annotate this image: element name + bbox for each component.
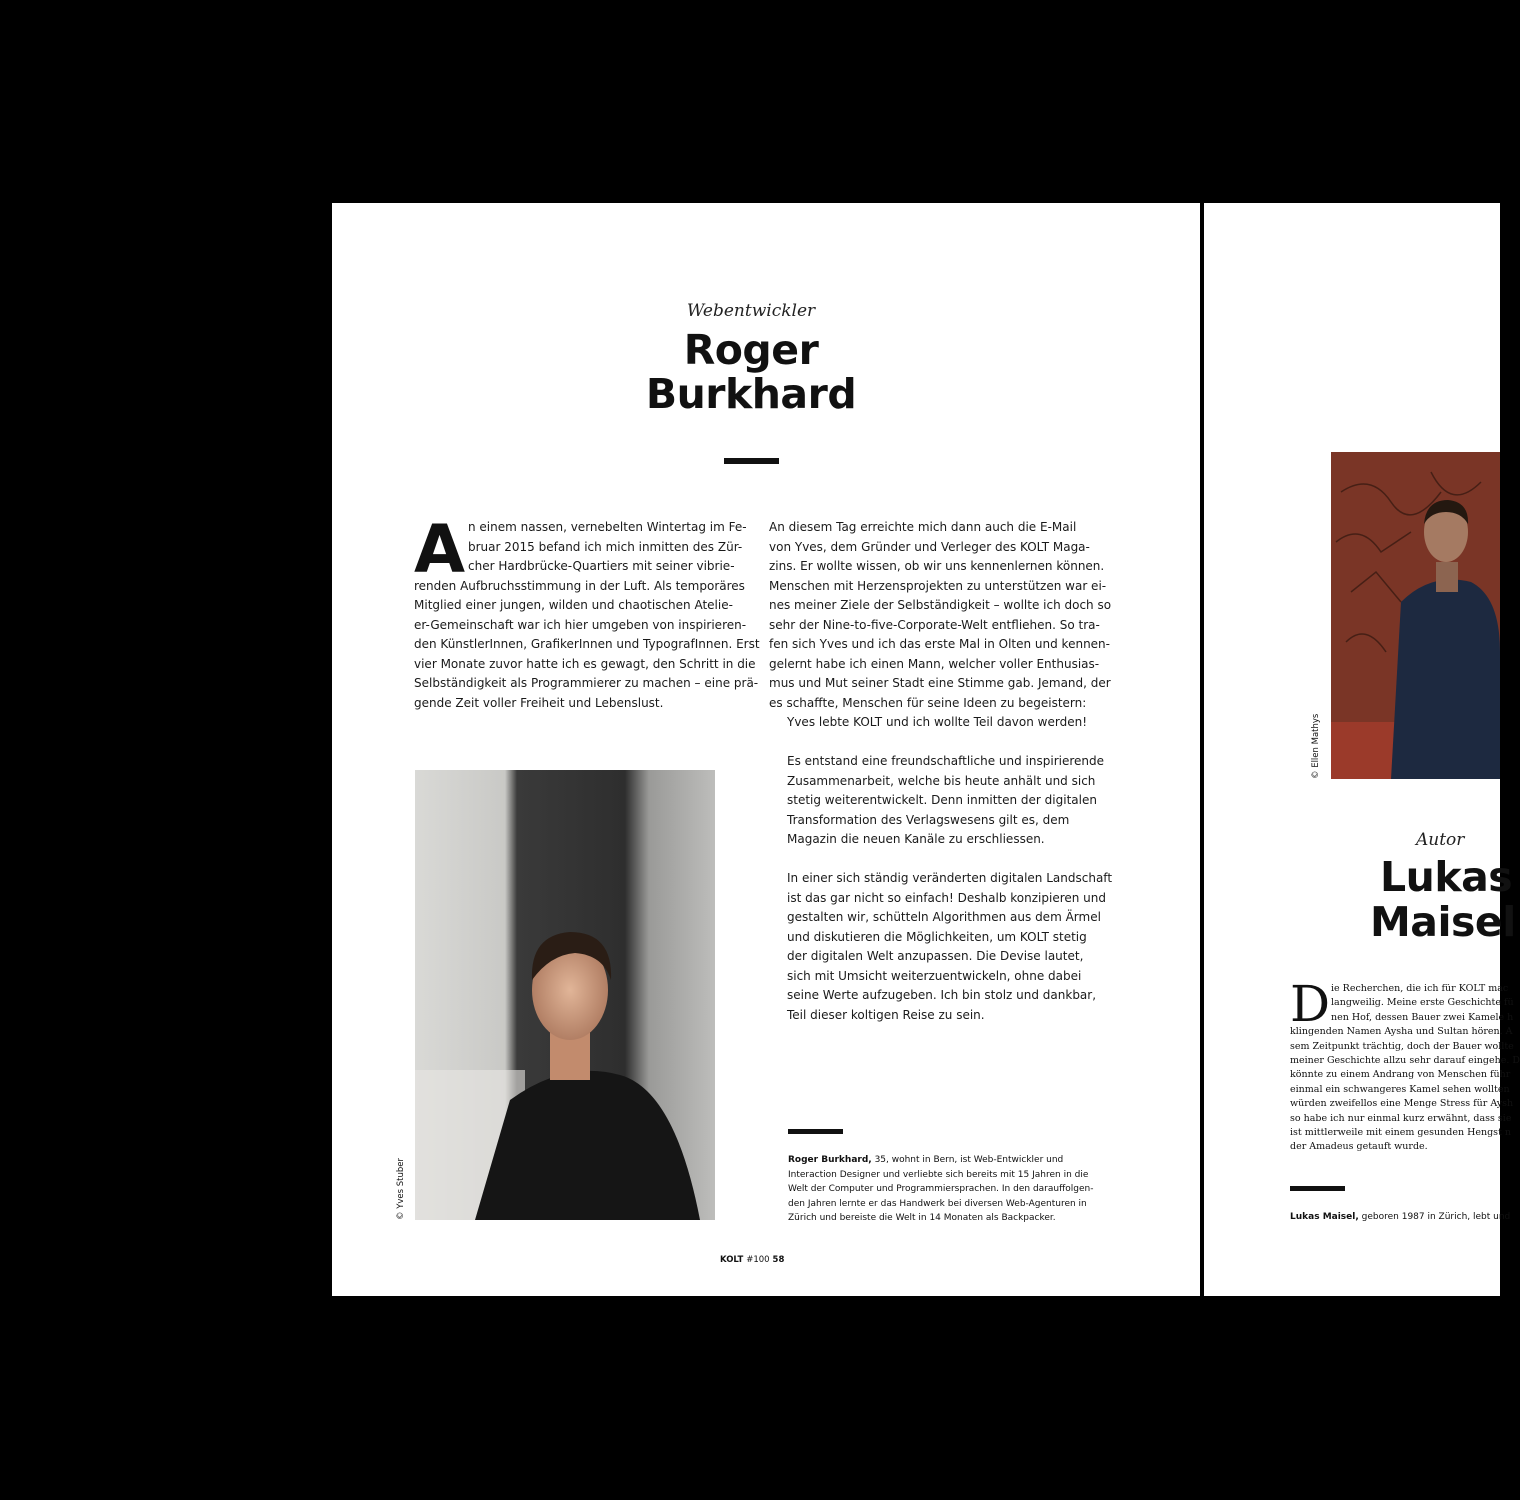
text-line: Teil dieser koltigen Reise zu sein. [787,1007,985,1022]
photo-credit: © Yves Stuber [396,1157,406,1220]
title-divider [724,458,779,464]
role-label: Autor [1416,830,1465,850]
text-line: stetig weiterentwickelt. Denn inmitten der digitalen [787,793,1097,807]
text-line: vier Monate zuvor hatte ich es gewagt, den Schritt in die [414,656,756,671]
text-line: n einem nassen, vernebelten Wintertag im Fe- [468,520,747,534]
text-line: fen sich Yves und ich das erste Mal in Olten und kennen- [769,637,1110,651]
text-line: gestalten wir, schütteln Algorithmen aus dem Ärmel [787,910,1101,924]
text-line: den Jahren lernte er das Handwerk bei diversen Web-Agenturen in [788,1198,1087,1209]
bio-divider [1290,1186,1345,1191]
bio-divider [788,1129,843,1134]
text-line: Zürich und bereiste die Welt in 14 Monaten als Backpacker. [788,1213,1056,1223]
person-name-line2: Burkhard [645,370,857,418]
text-line: Es entstand eine freundschaftliche und inspirierende [787,754,1105,768]
column-2-text [769,518,1112,733]
text-line: seine Werte aufzugeben. Ich bin stolz und dankbar, [787,988,1097,1002]
text-line: klingenden Namen Aysha und Sultan hören. A [1290,1026,1513,1038]
text-line: der digitalen Welt anzupassen. Die Devise lautet, [787,949,1084,963]
text-line: nes meiner Ziele der Selbständigkeit – wollte ich doch so [769,598,1112,612]
paragraph-2 [787,752,1104,850]
text-line: Selbständigkeit als Programmierer zu machen – eine prä- [414,676,759,690]
text-line: mus und Mut seiner Stadt eine Stimme gab. Jemand, der [769,676,1111,690]
text-line: Magazin die neuen Kanäle zu erschliessen. [787,832,1045,846]
text-line: sem Zeitpunkt trächtig, doch der Bauer wollte [1290,1040,1514,1052]
role-label: Webentwickler [686,301,816,321]
text-line: der Amadeus getauft wurde. [1290,1141,1428,1153]
text-line: In einer sich ständig veränderten digitalen Landschaft [787,871,1113,885]
text-line: gende Zeit voller Freiheit und Lebenslust. [414,695,664,710]
author-bio [1290,1210,1510,1225]
text-line: einmal ein schwangeres Kamel sehen wollten [1290,1083,1510,1095]
text-line: 35, wohnt in Bern, ist Web-Entwickler und [871,1155,1064,1165]
text-line: Interaction Designer und verliebte sich bereits mit 15 Jahren in die [788,1169,1089,1180]
text-line: An diesem Tag erreichte mich dann auch die E-Mail [769,520,1077,534]
text-line: den KünstlerInnen, GrafikerInnen und TypografInnen. Erst [414,637,760,651]
text-line: nen Hof, dessen Bauer zwei Kamele h [1331,1011,1514,1023]
text-line: könnte zu einem Andrang von Menschen führ [1290,1069,1511,1081]
text-line: und diskutieren die Möglichkeiten, um KOLT stetig [787,929,1087,944]
person-name-line2: Maisel [1370,898,1516,946]
text-line: von Yves, dem Gründer und Verleger des KOLT Maga- [769,539,1090,554]
folio-issue: #100 [746,1255,770,1265]
text-line: Zusammenarbeit, welche bis heute anhält und sich [787,773,1096,788]
article-text [1290,975,1520,1155]
text-line: Mitglied einer jungen, wilden und chaotischen Atelie- [414,598,733,612]
person-name-line1: Lukas [1380,853,1513,901]
drop-cap: D [1290,975,1331,1033]
text-line: Menschen mit Herzensprojekten zu unterstützen war ei- [769,578,1107,593]
pull-quote: Yves lebte KOLT und ich wollte Teil davon werden! [787,715,1087,729]
text-line: er-Gemeinschaft war ich hier umgeben von inspirieren- [414,617,747,632]
text-line: cher Hardbrücke-Quartiers mit seiner vibrie- [468,559,735,573]
text-line: es schaffte, Menschen für seine Ideen zu begeistern: [769,695,1087,710]
left-page [332,203,1200,1296]
drop-cap: A [414,511,466,588]
bio-name: Lukas Maisel, [1290,1212,1359,1222]
right-page [1204,203,1520,1296]
text-line: sehr der Nine-to-five-Corporate-Welt entfliehen. So tra- [769,617,1100,632]
text-line: zins. Er wollte wissen, ob wir uns kennenlernen können. [769,559,1105,573]
paragraph-3 [787,869,1112,1025]
portrait-photo [415,770,715,1220]
text-line: ie Recherchen, die ich für KOLT mac [1331,983,1509,994]
text-line: Welt der Computer und Programmiersprachen. In den darauffolgen- [788,1184,1094,1194]
column-1-text [414,511,760,713]
text-line: langweilig. Meine erste Geschichte fü [1331,997,1514,1009]
text-line: ist mittlerweile mit einem gesunden Hengst n [1290,1127,1512,1139]
author-bio [788,1153,1094,1226]
text-line: sich mit Umsicht weiterzuentwickeln, ohne dabei [787,968,1082,983]
text-line: so habe ich nur einmal kurz erwähnt, dass sie [1290,1112,1512,1124]
text-line: gelernt habe ich einen Mann, welcher voller Enthusias- [769,656,1100,671]
text-line: renden Aufbruchsstimmung in der Luft. Als temporäres [414,578,745,593]
text-line: Transformation des Verlagswesens gilt es, dem [787,812,1070,827]
photo-credit: © Ellen Mathys [1311,713,1321,779]
text-line: würden zweifellos eine Menge Stress für Aysh [1290,1098,1514,1110]
bio-text: geboren 1987 in Zürich, lebt und [1358,1212,1511,1222]
bio-name: Roger Burkhard, [788,1155,872,1165]
portrait-photo [1331,452,1500,779]
folio-page: 58 [772,1255,785,1265]
text-line: ist das gar nicht so einfach! Deshalb konzipieren und [787,890,1106,905]
person-name-line1: Roger [683,326,819,374]
text-line: bruar 2015 befand ich mich inmitten des Zür- [468,539,743,554]
text-line: meiner Geschichte allzu sehr darauf eingehe. D [1290,1055,1520,1067]
folio-magazine: KOLT [720,1255,744,1265]
page-folio [720,1255,784,1265]
